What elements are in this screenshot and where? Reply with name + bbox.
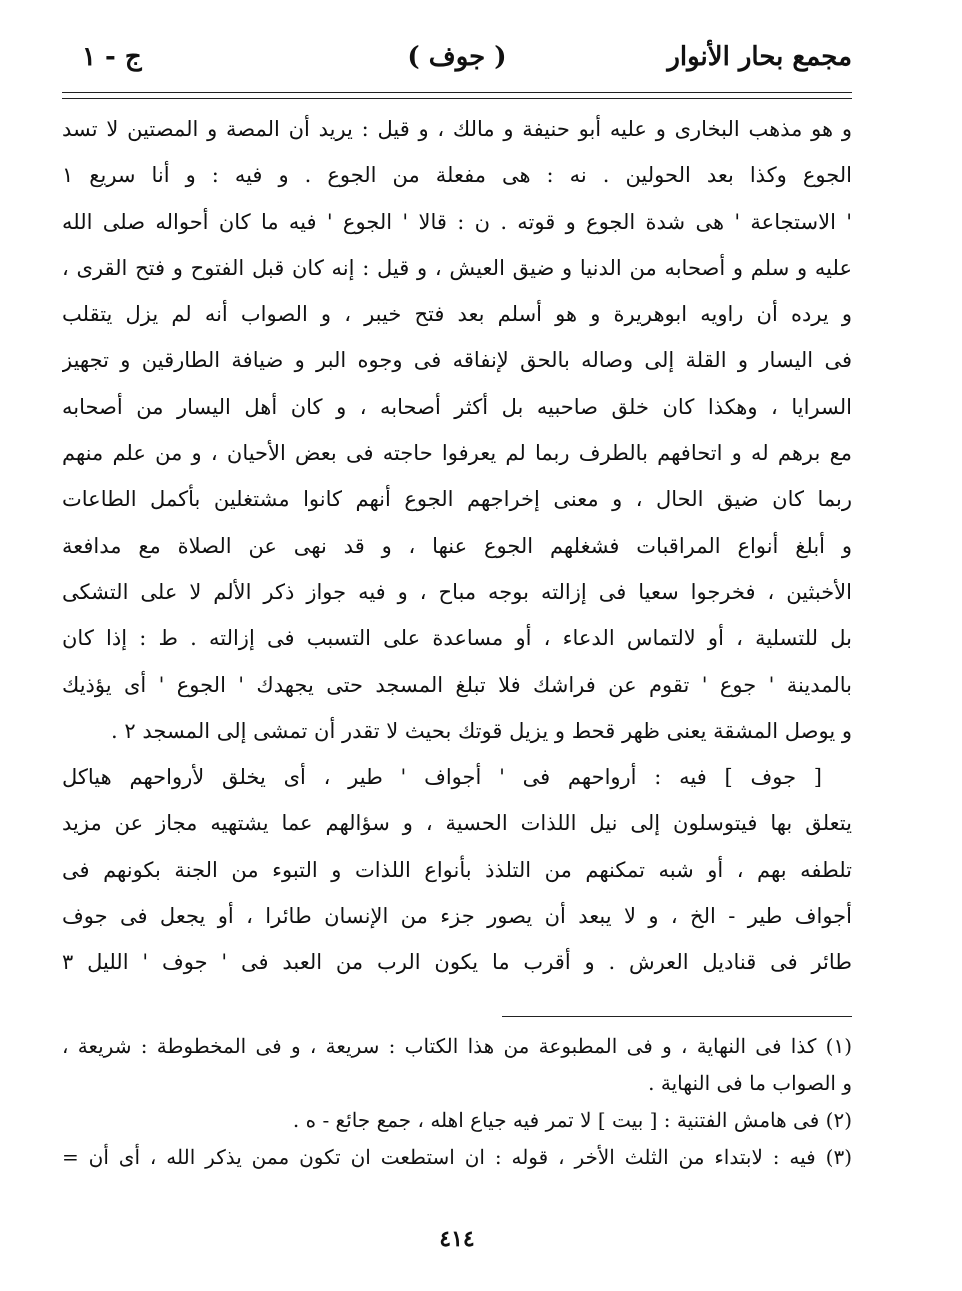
text-line: و يرده أن راويه ابوهريرة و هو أسلم بعد فتح خيبر ، و الصواب أنه لم يزل يتقلب [62,302,852,327]
footnote-line: (٢) فى هامش الفتنية : [ بيت ] لا تمر فيه جياع اهله ، جمع جائع - ه . [292,1108,852,1132]
text-line: أجواف طير - الخ ، و لا يبعد أن يصور جزء من الإنسان طائرا ، أو يجعل فى جوف [62,904,852,929]
footnote-line: (١) كذا فى النهاية ، و فى المطبوعة من هذا الكتاب : سريعة ، و فى المخطوطة : شريعة ، [62,1034,852,1058]
text-line: الجوع وكذا بعد الحولين . نه : هى مفعلة من الجوع . و فيه : و أنا سريع ١ [62,163,852,188]
text-line: و هو مذهب البخارى و عليه أبو حنيفة و مالك ، و قيل : يريد أن المصة و المصتين لا تسد [62,117,852,141]
text-line: طائر فى قناديل العرش . و أقرب ما يكون الرب من العبد فى ' جوف ' الليل ٣ [62,950,852,975]
text-line: و يوصل المشقة يعنى ظهر قحط و يزيل قوتك بحيث لا تقدر أن تمشى إلى المسجد ٢ . [111,718,852,743]
main-text [62,106,852,986]
book-title: مجمع بحار الأنوار [667,42,852,72]
text-line: مع برهم له و اتحافهم بالطرف ربما لم يعرفوا حاجته فى بعض الأحيان ، و من علم منهم [62,441,852,466]
text-line: الأخبثين ، فخرجوا سعيا فى إزالته بوجه مباح ، و فيه جواز ذكر الألم لا على التشكى [62,579,852,604]
text-line: فى اليسار و القلة إلى وصاله بالحق لإنفاقه فى وجوه البر و ضيافة الطارقين و تجهيز [62,348,852,373]
text-line: يتعلق بها فيتوسلون إلى نيل اللذات الحسية ، و سؤالهم عما يشتهيه مجاز عن مزيد [62,811,852,836]
book-page [62,38,852,1268]
entry-start-line: [ جوف ] فيه : أرواحهم فى ' أجواف ' طير ، أى يخلق لأرواحهم هياكل [62,765,822,790]
volume-label: ج - ١ [82,42,142,72]
header-double-rule [62,92,852,99]
text-line: بالمدينة ' جوع ' تقوم عن فراشك فلا تبلغ المسجد حتى يجهدك ' الجوع ' أى يؤذيك [62,672,852,697]
footnote-line: و الصواب ما فى النهاية . [648,1071,852,1095]
page-number: ٤١٤ [439,1226,475,1252]
text-line: تلطفه بهم ، أو شبه تمكنهم من التلذذ بأنواع اللذات و التبوء من الجنة بكونهم فى [62,857,852,882]
footnote-line: (٣) فيه : لابتداء من الثلث الأخر ، قوله : ان استطعت ان تكون ممن يذكر الله ، أى أن = [62,1145,852,1169]
text-line: و أبلغ أنواع المراقبات فشغلهم الجوع عنها ، و قد نهى عن الصلاة مع مدافعة [62,533,852,558]
entry-heading: ( جوف ) [407,42,507,72]
footnotes [62,1028,852,1176]
text-line: السرايا ، وهكذا كان خلق صاحبيه بل أكثر أصحابه ، و كان أهل اليسار من أصحابه [62,394,852,419]
text-line: ' الاستجاعة ' هى شدة الجوع و قوته . ن : قالا ' الجوع ' فيه ما كان أحواله صلى الله [62,209,852,234]
text-line: ربما كان ضيق الحال ، و معنى إخراجهم الجوع أنهم كانوا مشتغلين بأكمل الطاعات [62,487,852,512]
text-line: عليه و سلم و أصحابه من الدنيا و ضيق العيش ، و قيل : إنه كان قبل الفتوح و فتح القرى ، [62,255,852,280]
text-line: بل للتسلية ، أو لالتماس الدعاء ، أو مساعدة على التسبب فى إزالته . ط : إذا كان [62,626,852,651]
page-header [62,38,852,92]
footnote-separator [502,1016,852,1017]
